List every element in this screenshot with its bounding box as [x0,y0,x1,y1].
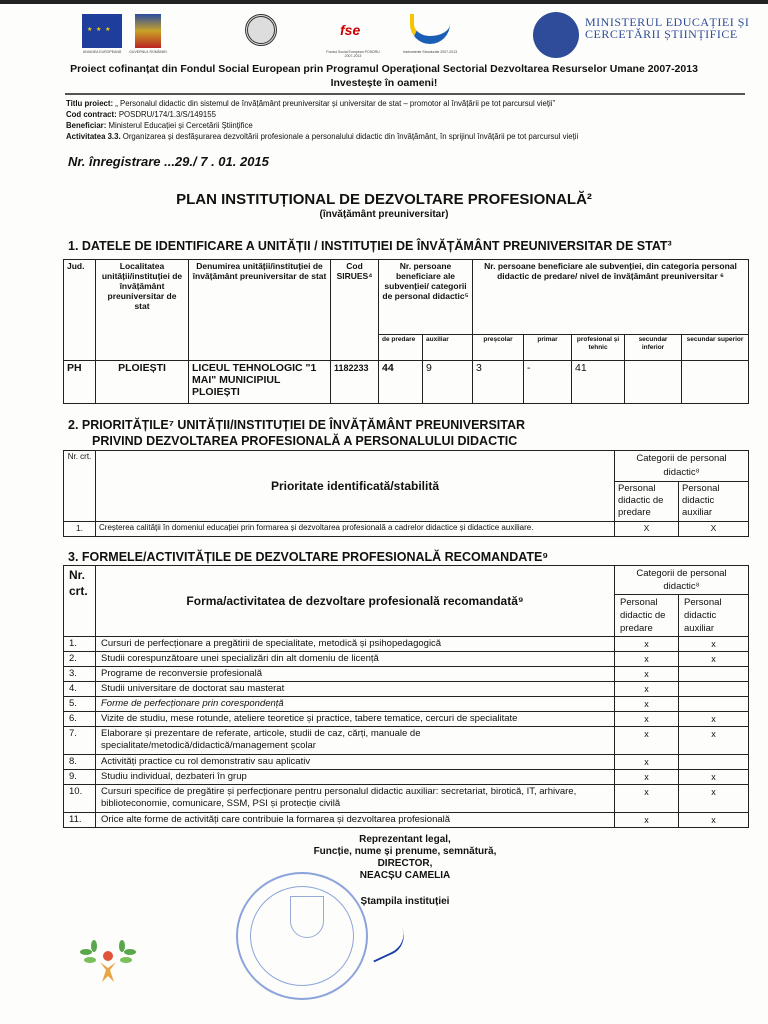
cell-auxiliar: x [679,712,749,727]
benef-value: Ministerul Educației și Cercetării Științifice [106,121,253,130]
titlu-label: Titlu proiect: [66,99,114,108]
cell-predare: x [615,755,679,770]
gov-label: GUVERNUL ROMÂNIEI [129,50,167,54]
activities-table [63,565,749,828]
cell-predare: x [615,813,679,828]
divider [65,93,745,95]
structural-instruments-logo [410,14,450,44]
sub-predare: de predare [379,335,423,361]
project-line: Proiect cofinanțat din Fondul Social European prin Programul Operațional Sectorial Dezvoltarea Resurselor Umane 2007-2013 [70,63,698,75]
table-row [64,361,749,404]
sig-line2: Funcție, nume și prenume, semnătură, [313,846,497,857]
cod-value: POSDRU/174/1.3/S/149155 [116,110,216,119]
sig-name: NEACȘU CAMELIA [359,870,451,881]
table-row [64,697,749,712]
cell-auxiliar: x [679,727,749,755]
cell-prioritate: Creșterea calității în domeniul educației prin formarea și dezvoltarea profesională a cadrelor didactice și didactice auxiliare. [96,522,615,537]
sub-primar: primar [524,335,572,361]
hdr-prioritate: Prioritate identificată/stabilită [96,451,615,522]
cell-predare: x [615,785,679,813]
cell-sec-superior [682,361,749,404]
activ-value: Organizarea și desfășurarea dezvoltării profesionale a personalului didactic din învățământ, în sprijinul învățării pe tot parcursul vieții [120,132,579,141]
cell-jud: PH [64,361,96,404]
cell-nr: 6. [64,712,96,727]
cell-forma: Cursuri de perfecționare a pregătirii de specialitate, metodică și psihopedagogică [96,637,615,652]
seal-logo [245,14,277,46]
cell-nr: 10. [64,785,96,813]
motto: Investește în oameni! [330,77,438,89]
cell-forma: Vizite de studiu, mese rotunde, ateliere teoretice și practice, tabere tematice, cercuri de specialitate [96,712,615,727]
cell-nr: 2. [64,652,96,667]
ministry-line2: CERCETĂRII ȘTIINȚIFICE [585,27,738,41]
sub-auxiliar: auxiliar [423,335,473,361]
cell-auxiliar: x [679,785,749,813]
cell-predare: x [615,682,679,697]
table-row [64,813,749,828]
priorities-table [63,450,749,537]
cell-nr: 11. [64,813,96,828]
sig-line1: Reprezentant legal, [359,834,451,845]
section2-heading-line2: PRIVIND DEZVOLTAREA PROFESIONALĂ A PERSONALULUI DIDACTIC [92,434,518,448]
hdr-auxiliar: Personal didactic auxiliar [679,595,749,637]
cell-predare: x [615,697,679,712]
hdr-categorii: Nr. persoane beneficiare ale subvenției/ categorii de personal didactic⁵ [379,260,473,335]
cell-sec-inferior [625,361,682,404]
sub-profesional: profesional și tehnic [572,335,625,361]
cod-label: Cod contract: [66,110,117,119]
hdr-jud: Jud. [64,260,96,361]
cell-auxiliar [679,682,749,697]
table-row [64,712,749,727]
handwritten-signature [366,927,411,962]
cell-forma: Studiu individual, dezbateri în grup [96,770,615,785]
registration-number: Nr. înregistrare ...29./ 7 . 01. 2015 [68,154,269,169]
cell-forma: Activități practice cu rol demonstrativ sau aplicativ [96,755,615,770]
benef-label: Beneficiar: [66,121,107,130]
cell-nr: 7. [64,727,96,755]
cell-profesional: 41 [572,361,625,404]
cell-predare: x [615,667,679,682]
cell-nr: 5. [64,697,96,712]
cell-localitate: PLOIEȘTI [96,361,189,404]
hdr-predare: Personal didactic de predare [615,482,679,522]
table-row [64,682,749,697]
hdr-auxiliar: Personal didactic auxiliar [679,482,749,522]
section3-heading: 3. FORMELE/ACTIVITĂȚILE DE DEZVOLTARE PROFESIONALĂ RECOMANDATE⁹ [68,550,549,564]
cell-predare: X [615,522,679,537]
cell-predare: x [615,712,679,727]
cell-nr: 3. [64,667,96,682]
cell-predare: x [615,652,679,667]
cell-nr: 8. [64,755,96,770]
sig-line3: DIRECTOR, [377,858,433,869]
table-row [64,755,749,770]
identification-table [63,259,749,404]
hdr-cod: Cod SIRUES⁴ [331,260,379,361]
cell-forma: Studii universitare de doctorat sau masterat [96,682,615,697]
cell-auxiliar: 9 [423,361,473,404]
cell-predare: x [615,637,679,652]
signature-block [300,834,510,908]
hdr-nr: Nr. crt. [64,566,96,637]
hdr-categorii: Categorii de personal didactic⁸ [615,451,749,482]
hdr-predare: Personal didactic de predare [615,595,679,637]
page-title: PLAN INSTITUȚIONAL DE DEZVOLTARE PROFESIONALĂ² [176,191,592,208]
cell-predare: x [615,727,679,755]
ministry-line1: MINISTERUL EDUCAȚIEI ȘI [585,15,750,29]
cell-forma: Programe de reconversie profesională [96,667,615,682]
hdr-nr: Nr. crt. [64,451,96,522]
cell-auxiliar: x [679,770,749,785]
project-info [66,98,578,142]
cell-forma: Elaborare și prezentare de referate, articole, studii de caz, cărți, manuale de specialitate/metodică/didactică/management școlar [96,727,615,755]
cell-auxiliar [679,667,749,682]
table-row [64,652,749,667]
cell-forma: Cursuri specifice de pregătire și perfecționare pentru personalul didactic auxiliar: secretariat, birotică, IT, arhivare, biblioteconomie, comunicare, SSM, PSI și protecție civilă [96,785,615,813]
fse-label: Fondul Social European POSDRU 2007-2013 [326,50,380,58]
cell-auxiliar: x [679,652,749,667]
ministry-name [585,16,749,40]
cell-nr: 1. [64,522,96,537]
section1-heading: 1. DATELE DE IDENTIFICARE A UNITĂȚII / INSTITUȚIEI DE ÎNVĂȚĂMÂNT PREUNIVERSITAR DE STAT³ [68,239,672,253]
is-label: Instrumente Structurale 2007-2013 [402,50,458,54]
cell-auxiliar [679,697,749,712]
sub-prescolar: preșcolar [473,335,524,361]
cell-auxiliar [679,755,749,770]
cell-forma: Orice alte forme de activități care contribuie la formarea și dezvoltarea profesională [96,813,615,828]
cell-auxiliar: x [679,637,749,652]
cell-auxiliar: x [679,813,749,828]
scan-edge [0,0,768,4]
stamp-label: Ștampila instituției [360,896,450,907]
table-row [64,770,749,785]
eu-flag-logo [82,14,122,48]
hdr-forma: Forma/activitatea de dezvoltare profesională recomandată⁹ [96,566,615,637]
sub-sec-superior: secundar superior [682,335,749,361]
activ-label: Activitatea 3.3. [66,132,121,141]
table-row [64,667,749,682]
cell-forma: Studii corespunzătoare unei specializări din alt domeniu de licență [96,652,615,667]
table-row [64,522,749,537]
cell-predare: 44 [379,361,423,404]
cell-cod: 1182233 [331,361,379,404]
hdr-nivel: Nr. persoane beneficiare ale subvenției, din categoria personal didactic de predare/ nivel de învățământ preuniversitar ⁶ [473,260,749,335]
eu-label: UNIUNEA EUROPEANĂ [82,50,122,54]
cell-prescolar: 3 [473,361,524,404]
cell-nr: 9. [64,770,96,785]
table-row [64,727,749,755]
cell-denumire: LICEUL TEHNOLOGIC "1 MAI" MUNICIPIUL PLOIEȘTI [189,361,331,404]
table-row [64,785,749,813]
cell-auxiliar: X [679,522,749,537]
hdr-denumire: Denumirea unității/instituției de învățământ preuniversitar de stat [189,260,331,361]
page-subtitle: (învățământ preuniversitar) [319,209,449,220]
ministry-seal-logo [533,12,579,58]
hdr-localitate: Localitatea unității/instituției de învățământ preuniversitar de stat [96,260,189,361]
hdr-categorii: Categorii de personal didactic⁸ [615,566,749,595]
titlu-value: „ Personalul didactic din sistemul de învățământ preuniversitar și universitar de stat – promotor al învățării pe tot parcursul vieții” [113,99,556,108]
romania-coat-of-arms-logo [135,14,161,48]
section2-heading [68,417,525,449]
cell-nr: 1. [64,637,96,652]
cell-forma: Forme de perfecționare prin corespondență [96,697,615,712]
table-row [64,637,749,652]
sub-sec-inferior: secundar inferior [625,335,682,361]
cell-primar: - [524,361,572,404]
fse-logo: fse [340,22,361,38]
section2-heading-line1: 2. PRIORITĂȚILE⁷ UNITĂȚII/INSTITUȚIEI DE ÎNVĂȚĂMÂNT PREUNIVERSITAR [68,418,526,432]
cell-predare: x [615,770,679,785]
cell-nr: 4. [64,682,96,697]
tree-logo-icon [78,940,138,985]
